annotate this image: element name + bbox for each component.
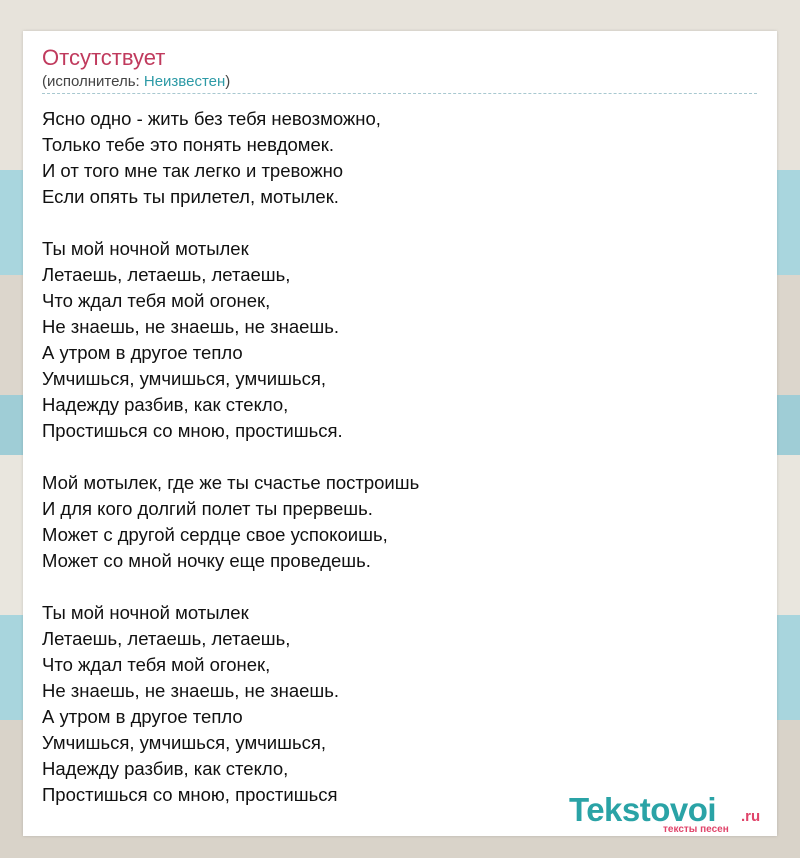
header-divider (42, 93, 757, 94)
site-logo[interactable] (569, 791, 779, 836)
song-title: Отсутствует (42, 45, 166, 70)
lyric-line: Ясно одно - жить без тебя невозможно, (42, 108, 381, 129)
lyric-line: Простишься со мною, простишься. (42, 420, 343, 441)
logo-tld: .ru (741, 808, 761, 825)
lyrics-text (42, 106, 757, 808)
stanza-gap (42, 444, 757, 470)
lyric-line: Может с другой сердце свое успокоишь, (42, 524, 388, 545)
lyrics-card (23, 31, 777, 836)
artist-line (42, 73, 230, 90)
lyric-line: Ты мой ночной мотылек (42, 602, 249, 623)
lyric-line: Умчишься, умчишься, умчишься, (42, 732, 327, 753)
stanza-gap (42, 574, 757, 600)
logo-tagline: тексты песен (663, 824, 729, 835)
artist-prefix: (исполнитель: (42, 73, 144, 90)
lyric-line: Не знаешь, не знаешь, не знаешь. (42, 316, 340, 337)
lyric-line: И для кого долгий полет ты прервешь. (42, 498, 373, 519)
lyric-line: Ты мой ночной мотылек (42, 238, 249, 259)
lyric-line: Простишься со мною, простишься (42, 784, 338, 805)
lyric-line: Если опять ты прилетел, мотылек. (42, 186, 339, 207)
stanza-gap (42, 210, 757, 236)
lyric-line: Мой мотылек, где же ты счастье построишь (42, 472, 420, 493)
lyric-line: А утром в другое тепло (42, 706, 243, 727)
lyric-line: Умчишься, умчишься, умчишься, (42, 368, 327, 389)
lyric-line: Летаешь, летаешь, летаешь, (42, 264, 291, 285)
artist-link[interactable]: Неизвестен (143, 73, 226, 90)
lyric-line: Что ждал тебя мой огонек, (42, 290, 271, 311)
lyric-line: Летаешь, летаешь, летаешь, (42, 628, 291, 649)
lyric-line: Только тебе это понять невдомек. (42, 134, 335, 155)
lyric-line: Не знаешь, не знаешь, не знаешь. (42, 680, 340, 701)
logo-wordmark: Tekstovoi (569, 791, 717, 828)
artist-suffix: ) (225, 73, 231, 90)
lyric-line: А утром в другое тепло (42, 342, 243, 363)
lyric-line: Надежду разбив, как стекло, (42, 758, 289, 779)
lyric-line: Что ждал тебя мой огонек, (42, 654, 271, 675)
lyric-line: И от того мне так легко и тревожно (42, 160, 344, 181)
lyric-line: Может со мной ночку еще проведешь. (42, 550, 371, 571)
lyric-line: Надежду разбив, как стекло, (42, 394, 289, 415)
